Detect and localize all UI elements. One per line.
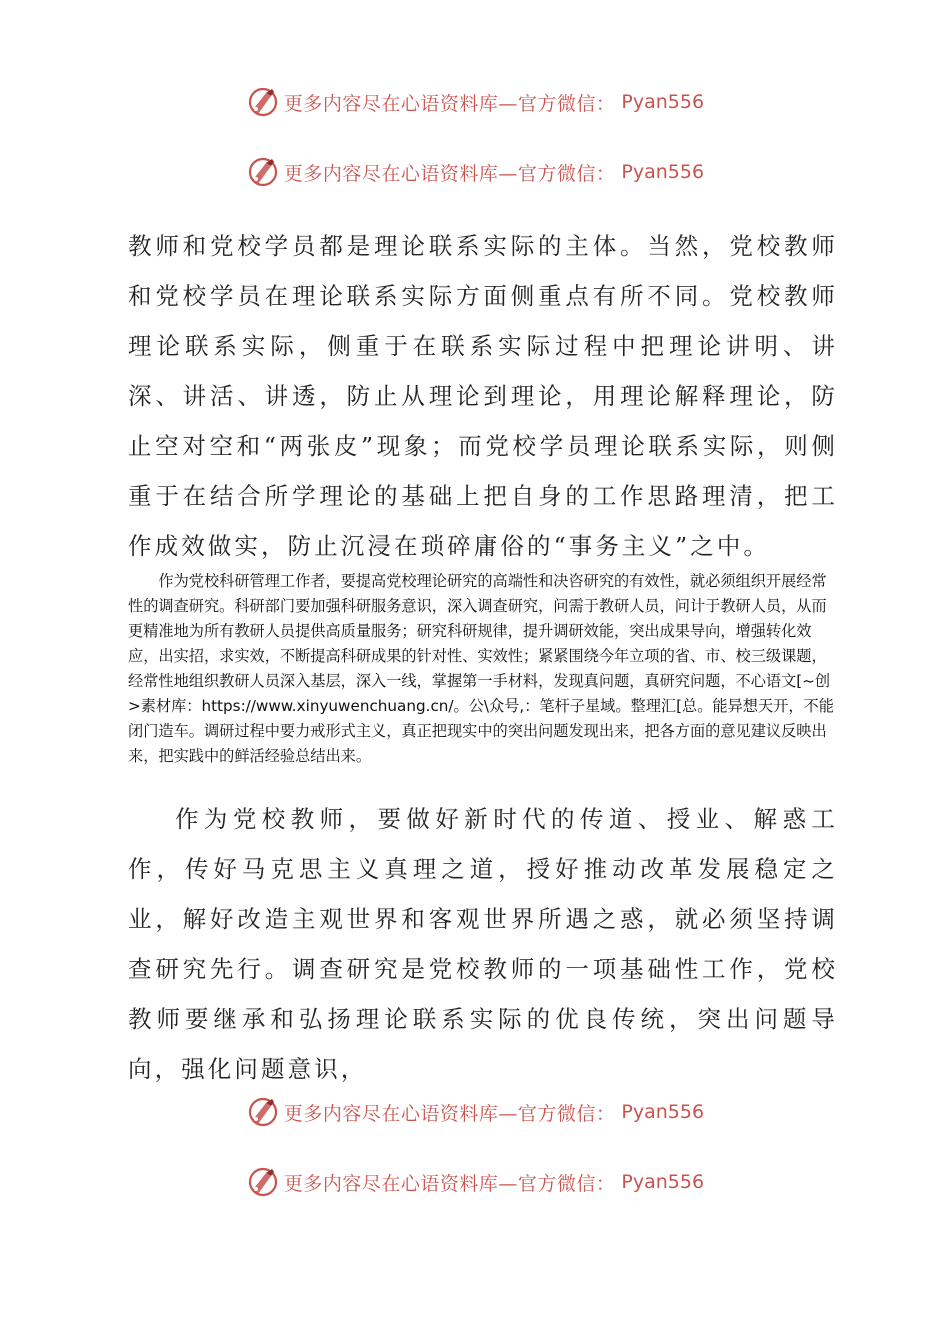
- body-paragraph-1: 教师和党校学员都是理论联系实际的主体。当然，党校教师和党校学员在理论联系实际方面侧重点有所不同。党校教师理论联系实际，侧重于在联系实际过程中把理论讲明、讲深、讲活、讲透，防止从理论到理论，用理论解释理论，防止空对空和“两张皮”现象；而党校学员理论联系实际，则侧重于在结合所学理论的基础上把自身的工作思路理清，把工作成效做实，防止沉浸在琐碎庸俗的“事务主义”之中。: [128, 232, 838, 560]
- watermark-wechat-id: Pyan556: [621, 161, 705, 183]
- watermark-wechat-id: Pyan556: [621, 1101, 705, 1123]
- watermark-wechat-id: Pyan556: [621, 91, 705, 113]
- watermark-text: 更多内容尽在心语资料库—官方微信：: [283, 1102, 616, 1125]
- pen-logo-icon: [246, 85, 280, 119]
- watermark-banner-4: [0, 1162, 950, 1202]
- body-paragraph-2: 作为党校科研管理工作者，要提高党校理论研究的高端性和决咨研究的有效性，就必须组织开展经常性的调查研究。科研部门要加强科研服务意识，深入调查研究，问需于教研人员，问计于教研人员，从而更精准地为所有教研人员提供高质量服务；研究科研规律，提升调研效能，突出成果导向，增强转化效应，出实招，求实效，不断提高科研成果的针对性、实效性；紧紧围绕今年立项的省、市、校三级课题，经常性地组织教研人员深入基层，深入一线，掌握第一手材料，发现真问题，真研究问题，不心语文[~创>素材库：https://www.xinyuwenchuang.cn/。公\众号,：笔杆子星域。整理汇[总。能异想天开，不能闭门造车。调研过程中要力戒形式主义，真正把现实中的突出问题发现出来，把各方面的意见建议反映出来，把实践中的鲜活经验总结出来。: [128, 572, 834, 765]
- watermark-text: 更多内容尽在心语资料库—官方微信：: [283, 92, 616, 115]
- watermark-wechat-id: Pyan556: [621, 1171, 705, 1193]
- watermark-banner-1: [0, 82, 950, 122]
- watermark-text: 更多内容尽在心语资料库—官方微信：: [283, 162, 616, 185]
- watermark-banner-3: [0, 1092, 950, 1132]
- pen-logo-icon: [246, 1095, 280, 1129]
- pen-logo-icon: [246, 1165, 280, 1199]
- watermark-banner-2: [0, 152, 950, 192]
- body-paragraph-3: 作为党校教师，要做好新时代的传道、授业、解惑工作，传好马克思主义真理之道，授好推动改革发展稳定之业，解好改造主观世界和客观世界所遇之惑，就必须坚持调查研究先行。调查研究是党校教师的一项基础性工作，党校教师要继承和弘扬理论联系实际的优良传统，突出问题导向，强化问题意识，: [128, 805, 838, 1083]
- pen-logo-icon: [246, 155, 280, 189]
- watermark-text: 更多内容尽在心语资料库—官方微信：: [283, 1172, 616, 1195]
